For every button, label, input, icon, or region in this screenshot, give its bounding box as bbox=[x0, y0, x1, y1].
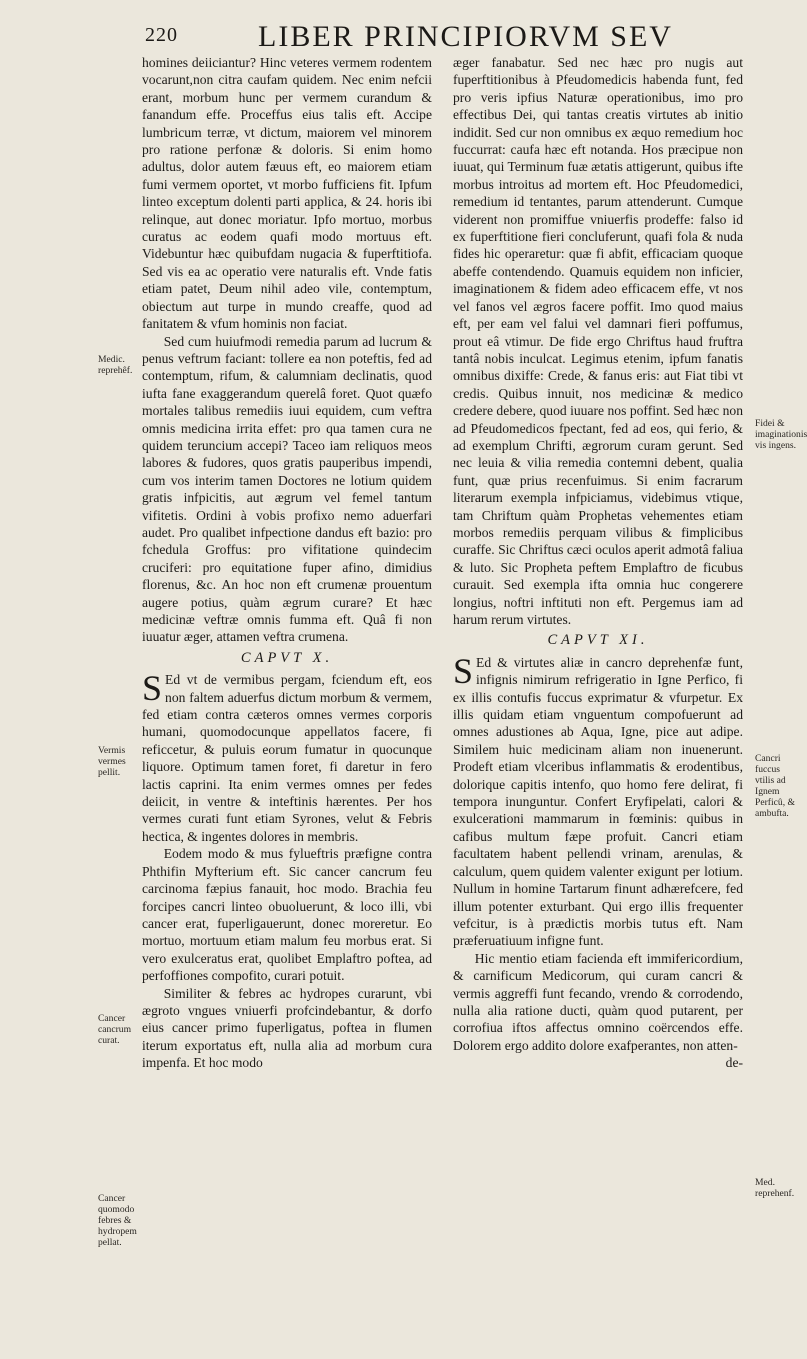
paragraph: Hic mentio etiam facienda eft immifericordium, & carnificum Medicorum, qui curam cancri & vermis aggreffi funt fecando, vrendo & corrodendo, nulla alia ratione ducti, quàm quod putarent, per corrofiua iftos affectus omnino coërcendos effe. Dolorem ergo addito dolore exafperantes, non atten- bbox=[453, 950, 743, 1053]
paragraph: Sed cum huiufmodi remedia parum ad lucrum & penus veftrum faciant: tollere ea non poteftis, fed ad contemptum, rifum, & calumniam declinatis, quod iufta fane exaggerandum querelâ foret. Quot quæfo mortales talibus remediis iuui equidem, cum veftra omnis medicina irrita effet: pro qua tamen cura ne quidem teruncium accepi? Taceo iam reliquos meos labores & fudores, quos gratis pauperibus impendi, cum vos interim tamen Doctores ne lotium quidem gratis infpicitis, aut ægrum vel femel tantum vifitetis. Ordini à vobis profixo nemo aduerfari audet. Pro qualibet infpectione dandus eft bazio: pro fchedula Groffus: pro vifitatione quindecim cruciferi: pro equitatione fuper afino, dimidius florenus, &c. An hoc non eft crumenæ prouentum augere potius, quàm ægrum curare? Et hæc medicinæ veftræ omnis fumma eft. Quâ fi non iuuatur æger, attamen veftra crumena. bbox=[142, 333, 432, 645]
margin-note-cancer-quomodo: Cancer quomodo febres & hydropem pellat. bbox=[98, 1193, 137, 1248]
left-column bbox=[142, 54, 432, 1072]
margin-note-vermis: Vermis vermes pellit. bbox=[98, 745, 126, 778]
paragraph-text: Ed & virtutes aliæ in cancro deprehenfæ funt, infignis nimirum refrigeratio in Igne Perfico, fi ex illis contufis fuccus exprimatur & vfurpetur. Ex illis quidam etiam vnguentum compofuerunt ad omnes adustiones ab Aqua, Igne, pice aut adipe. Similem huic medicinam aliam non inuenerunt. Prodeft etiam vlceribus inflammatis & erodentibus, dolorique capitis intenfo, quo homo fere delirat, fi tempora inunguntur. Confert Eryfipelati, calori & exulcerationi mammarum in fœminis: quibus in cafibus multum fæpe profuit. Cancri etiam facultatem habent pellendi vrinam, arenulas, & calculum, quem quidem valenter exigunt per lotium. Nullum in homine Tartarum finunt adhærefcere, fed illum potenter exturbant. Qui ergo illis frequenter vefcitur, is à prædictis morbis tutus eft. Nam præferuatiuum infigne funt. bbox=[453, 654, 743, 949]
paragraph: homines deiiciantur? Hinc veteres vermem rodentem vocarunt,non citra caufam quidem. Nec enim nefcii erant, morbum hunc per vermem curandum & fanandum effe. Proceffus eius talis eft. Accipe lumbricum terræ, vt dictum, maiorem vel minorem pro ratione perfonæ & doloris. Si enim homo adultus, dolor autem fæuus eft, eo maiorem etiam fumi vermem oportet, vt morbo fufficiens fit. Ipfum linteo exceptum dolenti parti applica, & 24. horis ibi relinque, aut donec moriatur. Ipfo mortuo, morbus curatus ac eodem quafi modo mortuus eft. Videbuntur hæc quibufdam nugacia & fuperftitiofa. Sed vis ea ac operatio vere naturalis eft. Vnde fatis etiam patet, Deum nihil adeo vile, contemptum, obiectum aut turpe in mundo creaffe, quod ad fanitatem & vfum hominis non faciat. bbox=[142, 55, 432, 332]
chapter-heading: CAPVT XI. bbox=[547, 632, 649, 649]
drop-capital: S bbox=[453, 650, 474, 691]
margin-note-cancer-cancrum: Cancer cancrum curat. bbox=[98, 1013, 132, 1046]
chapter-heading: CAPVT X. bbox=[240, 649, 334, 666]
margin-note-medic: Medic. reprehêf. bbox=[98, 354, 133, 376]
paragraph bbox=[453, 650, 743, 950]
margin-note-cancri-succus: Cancri fuccus vtilis ad Ignem Perficû, & ambufta. bbox=[755, 753, 795, 819]
paragraph: Eodem modo & mus fylueftris præfigne contra Phthifin Myfterium eft. Sic cancer cancrum feu carcinoma fæpius fanauit, hoc modo. Brachia feu forcipes cancri linteo obuoluerunt, & loco illi, vbi cancer erat, fuperligauerunt, donec moreretur. Eo mortuo, mortuum etiam malum feu morbus erat. Si vero exulceratus erat, quolibet Emplaftro poftea, ad perfoffiones compofito, curari potuit. bbox=[142, 846, 432, 984]
paragraph bbox=[142, 668, 432, 845]
paragraph: æger fanabatur. Sed nec hæc pro nugis aut fuperftitionibus à Pfeudomedicis habenda funt, fed pro veris ipfius Naturæ operationibus, imo pro effectibus Dei, qui tantas creatis virtutes ab initio indidit. Sed cur non omnibus ex æquo remedium hoc fuccurrat: caufa hæc eft notanda. Hos præcipue non iuuat, qui Terminum fuæ ætatis attigerunt, quibus ifte morbus introitus ad mortem eft. Hoc Pfeudomedici, remedium id tentantes, parum attenderunt. Cumque viderent non promiffue vniuerfis prodeffe: falso id ex fuperftitione fieri concluferunt, quafi fola & nuda fides hic operaretur: quæ fi abfit, efficaciam quoque abeffe contendendo. Quamuis equidem non inficier, imaginationem & fidem adeo efficacem effe, vt nos vel fanos vel ægros facere poffit. Imo quod maius eft, per eam vel falui vel damnari fieri poffumus, prout eâ vtimur. De fide ergo Chriftus haud fruftra tantâ nobis inculcat. Legimus etenim, ipfum fanatis omnibus dixiffe: Crede, & fanus eris: aut Fiat tibi vt credis. Quibus innuit, nos medicinæ & medico credere debere, quod iuuare nos poffint. Sed hæc non ad Pfeudomedicos fpectant, fed ad eos, qui ferio, & ad exemplum Chrifti, ægrorum curam gerunt. Sed nec leuia & vilia remedia contemni debent, qualia funt, quæ prius recenfuimus. Si enim facrarum literarum exempla infpiciamus, videbimus vtique, tam Chriftum quàm Prophetas vehementes etiam morbos remediis perquam vilibus & fimplicibus curaffe. Sic Chriftus cæci oculos aperit admotâ faliua & luto. Sic Propheta peftem Emplaftro de ficubus curauit. Sed exempla ifta omnia huc congerere longius, noftri inftituti non eft. Pergemus iam ad harum rerum virtutes. bbox=[453, 55, 743, 627]
catchword: de- bbox=[725, 1055, 743, 1071]
margin-note-med-reprehens: Med. reprehenf. bbox=[755, 1177, 795, 1199]
page-header bbox=[0, 20, 800, 54]
right-column bbox=[453, 54, 743, 1072]
margin-note-fidei: Fidei & imaginationis vis ingens. bbox=[755, 418, 807, 451]
paragraph: Similiter & febres ac hydropes curarunt, vbi ægroto vngues vniuerfi profcindebantur, & dorfo eius cancer primo fuperligatus, poftea in flumen iterum exportatus eft, nulla alia ad morbum cura impenfa. Et hoc modo bbox=[142, 985, 432, 1071]
page-number: 220 bbox=[145, 24, 178, 46]
paragraph-text: Ed vt de vermibus pergam, fciendum eft, eos non faltem aduerfus dictum morbum & vermem, fed etiam contra cæteros omnes vermes corporis humani, quomodocunque appellatos facere, fi reficcetur, & puluis eorum fumatur in quocunque liquore. Optimum tamen foret, fi daretur in fero lactis caprini. Ita enim vermes omnes per fedes deiicit, in ventre & inteftinis hærentes. Per hos vermes curati funt etiam Syrones, velut & Febris hectica, & ingentes dolores in membris. bbox=[142, 672, 432, 844]
running-title: LIBER PRINCIPIORVM SEV bbox=[258, 20, 673, 53]
drop-capital: S bbox=[142, 668, 163, 709]
